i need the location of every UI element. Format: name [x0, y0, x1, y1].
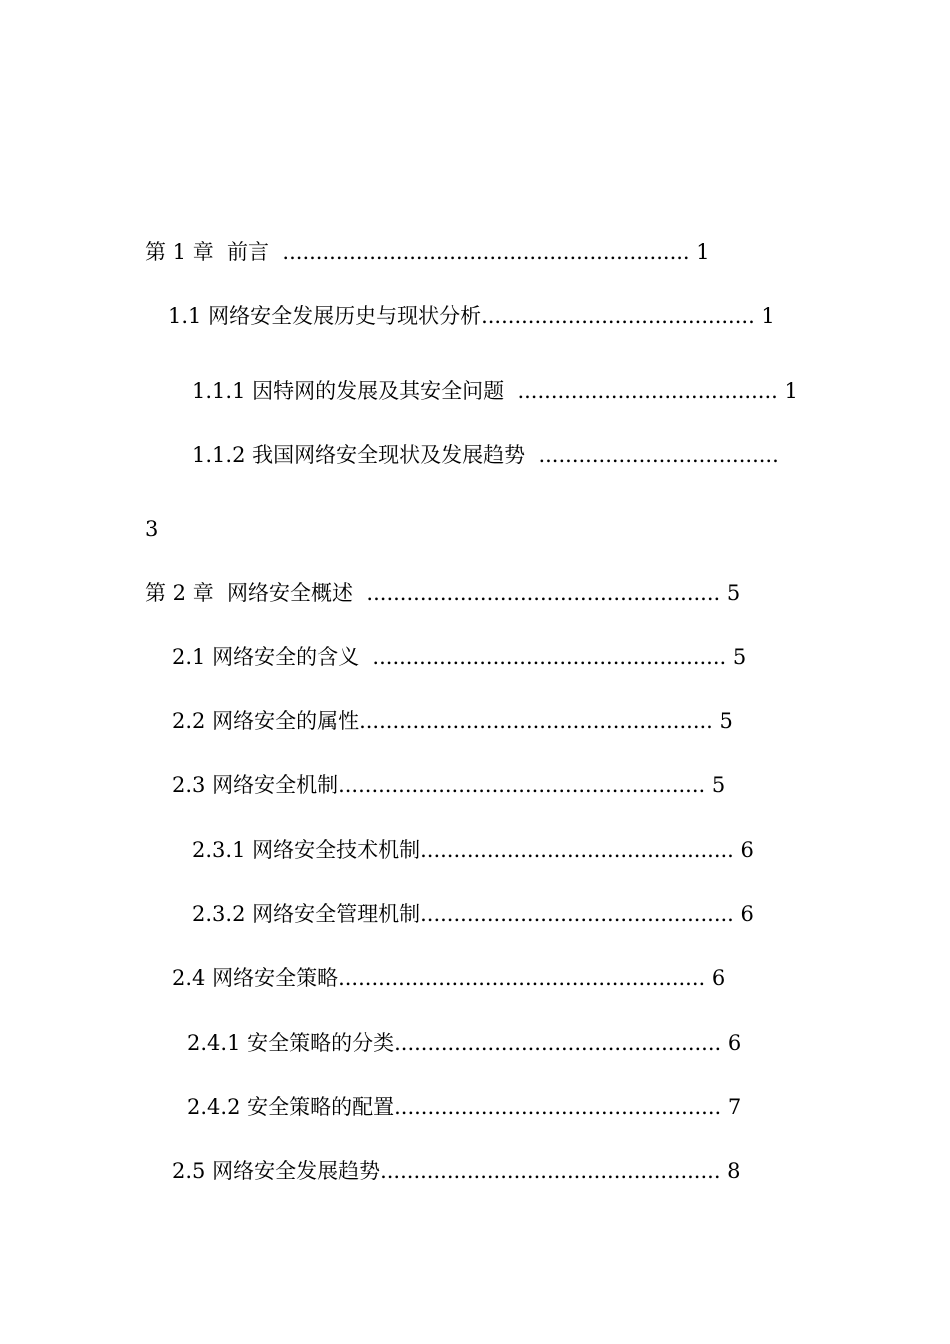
toc-section-2-2: 2.2 网络安全的属性..................................................... 5 — [172, 709, 733, 733]
toc-subsection-2-3-2: 2.3.2 网络安全管理机制............................................... 6 — [192, 902, 754, 926]
toc-section-2-4: 2.4 网络安全策略....................................................... 6 — [172, 966, 726, 990]
toc-subsection-2-4-1: 2.4.1 安全策略的分类................................................. 6 — [187, 1031, 742, 1055]
toc-subsection-1-1-1: 1.1.1 因特网的发展及其安全问题 ....................................... 1 — [192, 379, 798, 403]
toc-section-2-1: 2.1 网络安全的含义 ..................................................... 5 — [172, 645, 747, 669]
toc-section-2-5: 2.5 网络安全发展趋势................................................... 8 — [172, 1159, 741, 1183]
toc-chapter-2: 第 2 章 网络安全概述 ..................................................... 5 — [145, 581, 741, 605]
toc-section-2-3: 2.3 网络安全机制....................................................... 5 — [172, 773, 726, 797]
toc-page-number-wrapped: 3 — [145, 517, 159, 541]
toc-subsection-1-1-2: 1.1.2 我国网络安全现状及发展趋势 .................................... — [192, 443, 779, 467]
toc-subsection-2-4-2: 2.4.2 安全策略的配置................................................. 7 — [187, 1095, 742, 1119]
toc-section-1-1: 1.1 网络安全发展历史与现状分析......................................... 1 — [168, 304, 775, 328]
toc-chapter-1: 第 1 章 前言 ............................................................. 1 — [145, 240, 710, 264]
toc-subsection-2-3-1: 2.3.1 网络安全技术机制............................................... 6 — [192, 838, 754, 862]
